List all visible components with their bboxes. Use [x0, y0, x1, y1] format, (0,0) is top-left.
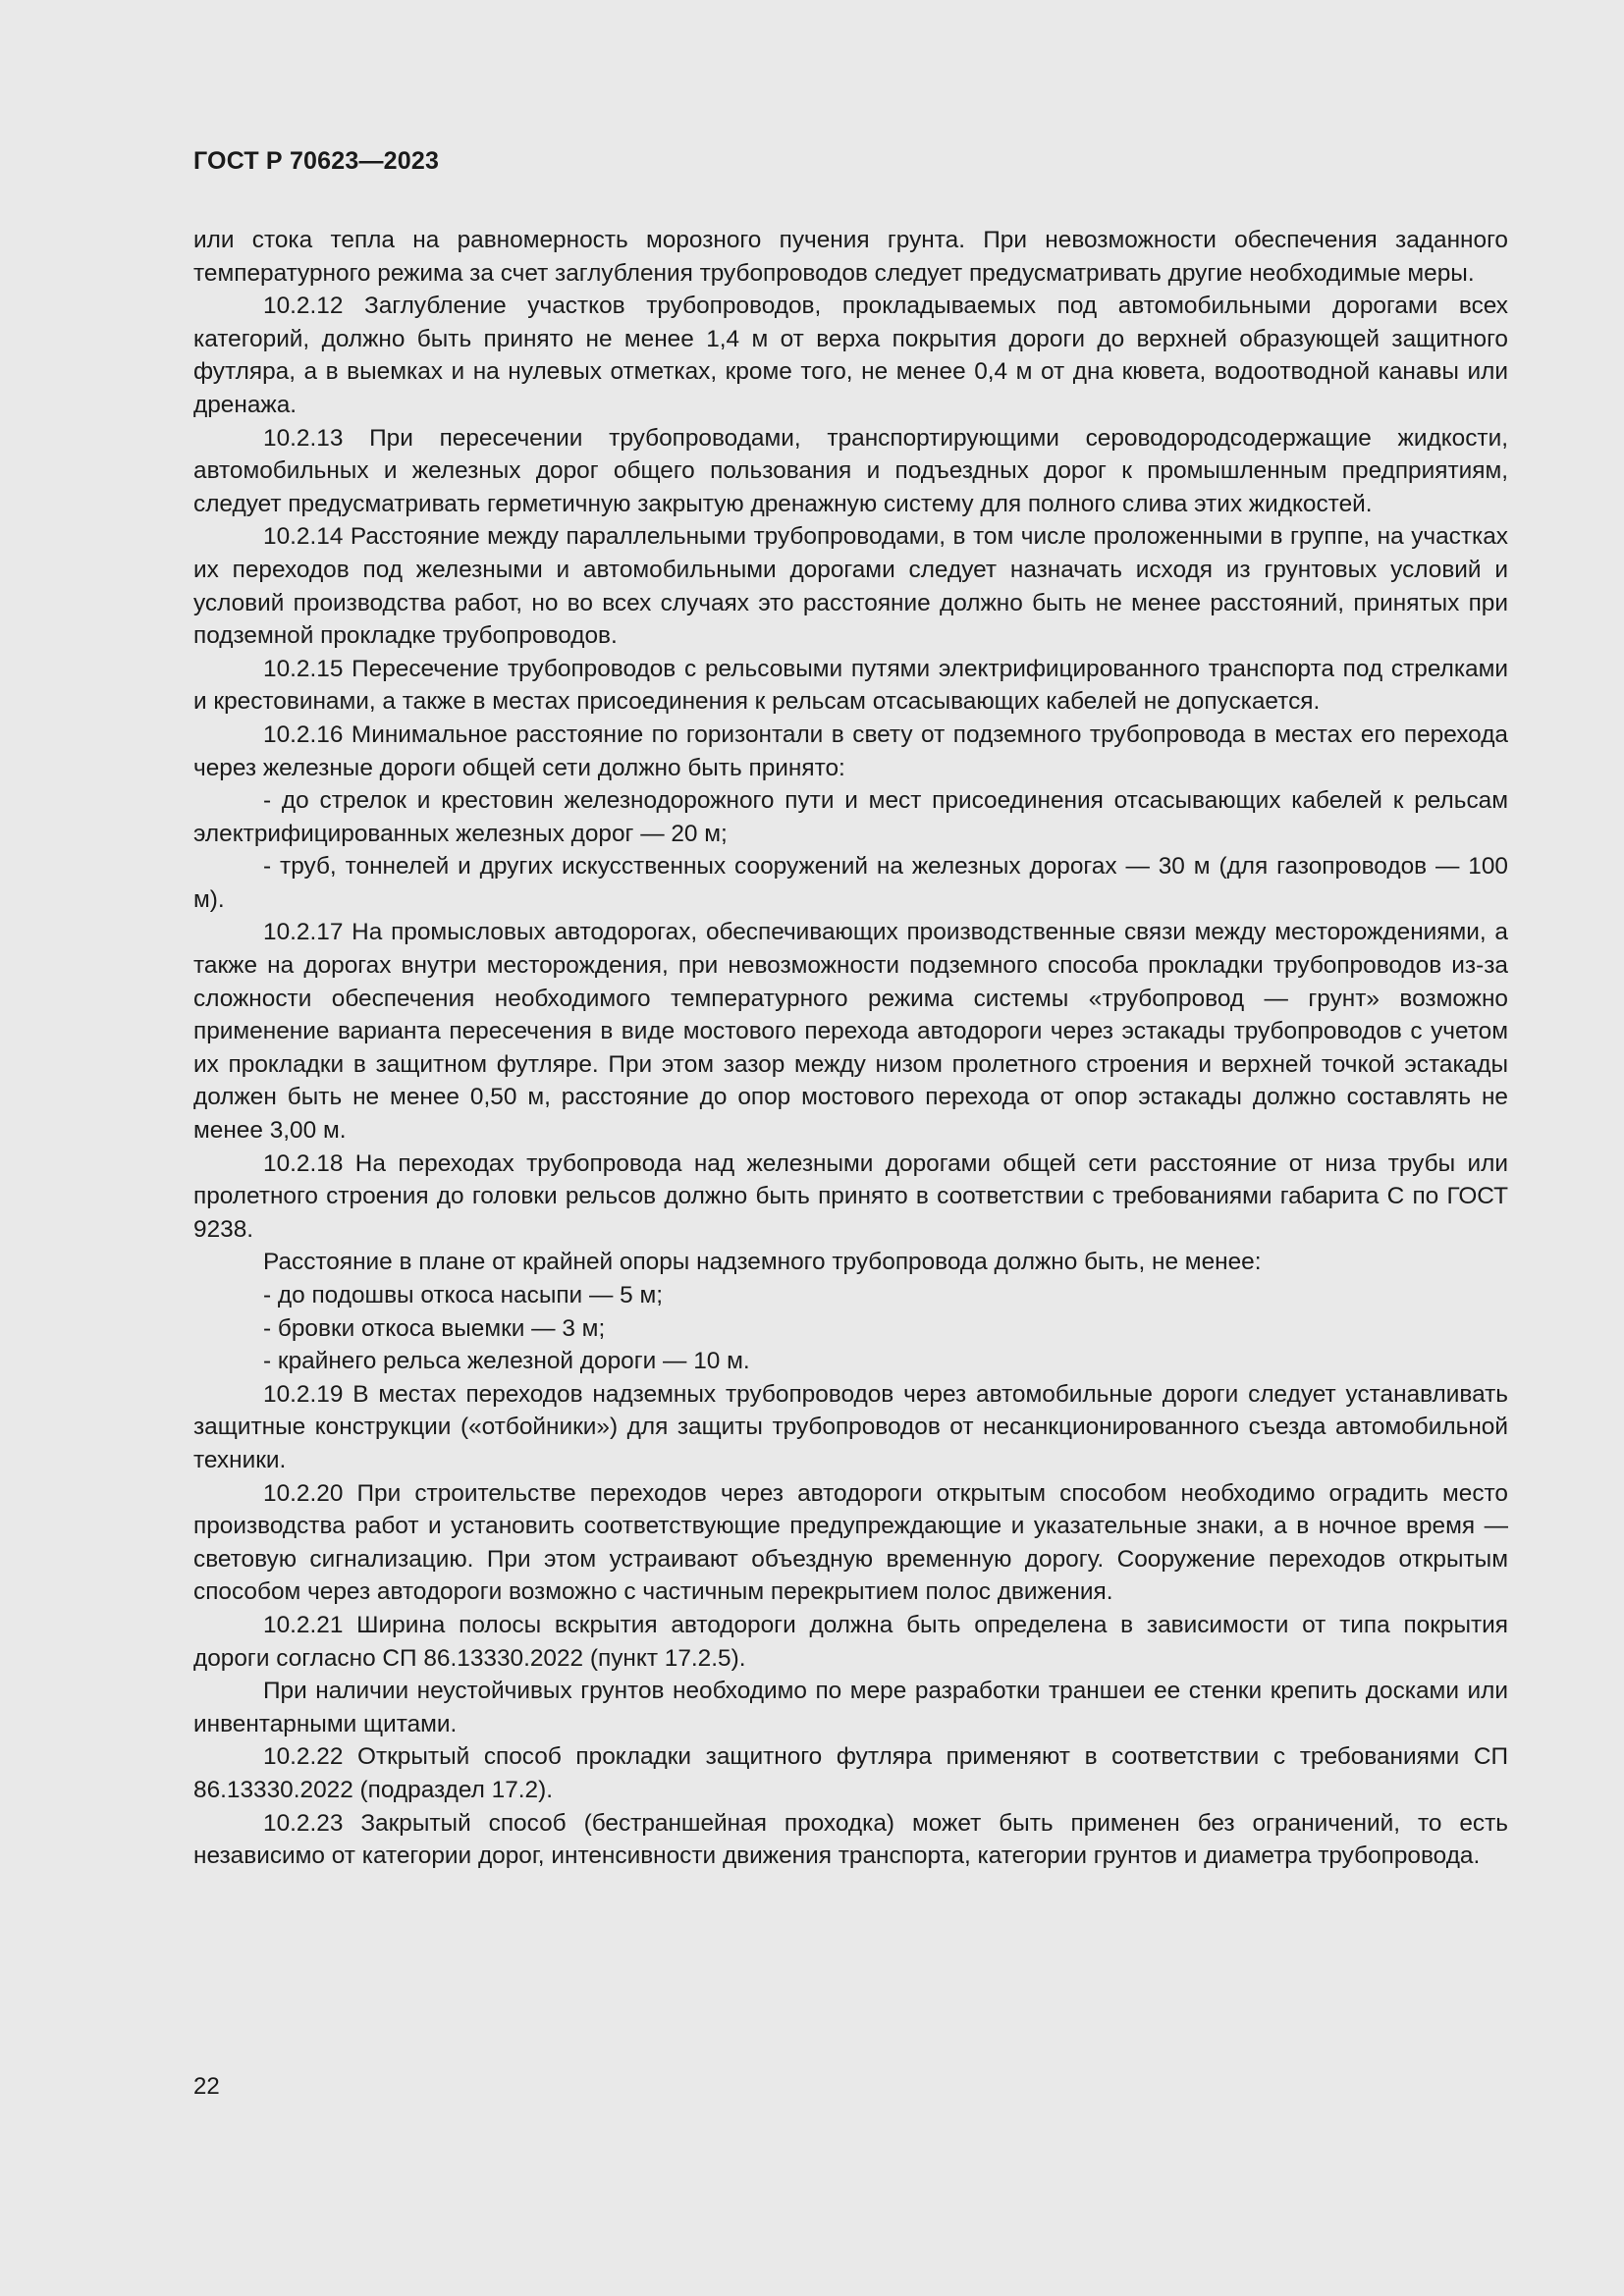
list-item: - труб, тоннелей и других искусственных сооружений на железных дорогах — 30 м (для газопроводов — 100 м).	[193, 853, 1508, 913]
paragraph-continuation: или стока тепла на равномерность морозного пучения грунта. При невозможности обеспечения заданного температурного режима за счет заглубления трубопроводов следует предусматривать другие необходимые меры.	[193, 227, 1508, 287]
list-item: - крайнего рельса железной дороги — 10 м.	[263, 1348, 750, 1375]
list-item: - бровки откоса выемки — 3 м;	[263, 1314, 606, 1342]
clause-10-2-19: 10.2.19 В местах переходов надземных трубопроводов через автомобильные дороги следует устанавливать защитные конструкции («отбойники») для защиты трубопроводов от несанкционированного съезда автомобильной техники.	[193, 1380, 1508, 1473]
clause-10-2-21: 10.2.21 Ширина полосы вскрытия автодороги должна быть определена в зависимости от типа покрытия дороги согласно СП 86.13330.2022 (пункт 17.2.5).	[193, 1611, 1508, 1672]
clause-10-2-22: 10.2.22 Открытый способ прокладки защитного футляра применяют в соответствии с требованиями СП 86.13330.2022 (подраздел 17.2).	[193, 1743, 1508, 1803]
paragraph: При наличии неустойчивых грунтов необходимо по мере разработки траншеи ее стенки крепить досками или инвентарными щитами.	[193, 1678, 1508, 1737]
clause-10-2-12: 10.2.12 Заглубление участков трубопроводов, прокладываемых под автомобильными дорогами всех категорий, должно быть принято не менее 1,4 м от верха покрытия дороги до верхней образующей защитного футляра, а в выемках и на нулевых отметках, кроме того, не менее 0,4 м от дна кювета, водоотводной канавы или дренажа.	[193, 293, 1508, 418]
document-number-header: ГОСТ Р 70623—2023	[193, 147, 440, 175]
list-item: - до стрелок и крестовин железнодорожного пути и мест присоединения отсасывающих кабелей к рельсам электрифицированных железных дорог — 20 м;	[193, 787, 1508, 847]
clause-10-2-15: 10.2.15 Пересечение трубопроводов с рельсовыми путями электрифицированного транспорта под стрелками и крестовинами, а также в местах присоединения к рельсам отсасывающих кабелей не допускается.	[193, 655, 1508, 716]
paragraph: Расстояние в плане от крайней опоры надземного трубопровода должно быть, не менее:	[263, 1249, 1262, 1276]
list-item: - до подошвы откоса насыпи — 5 м;	[263, 1282, 664, 1308]
clause-10-2-13: 10.2.13 При пересечении трубопроводами, транспортирующими сероводородсодержащие жидкости, автомобильных и железных дорог общего пользования и подъездных дорог к промышленным предприятиям, следует предусматривать герметичную закрытую дренажную систему для полного слива этих жидкостей.	[193, 424, 1508, 517]
clause-10-2-14: 10.2.14 Расстояние между параллельными трубопроводами, в том числе проложенными в группе, на участках их переходов под железными и автомобильными дорогами следует назначать исходя из грунтовых условий и условий производства работ, но во всех случаях это расстояние должно быть не менее расстояний, принятых при подземной прокладке трубопроводов.	[193, 523, 1508, 650]
clause-10-2-23: 10.2.23 Закрытый способ (бестраншейная проходка) может быть применен без ограничений, то есть независимо от категории дорог, интенсивности движения транспорта, категории грунтов и диаметра трубопровода.	[193, 1809, 1508, 1870]
page-number: 22	[193, 2073, 220, 2100]
clause-10-2-17: 10.2.17 На промысловых автодорогах, обеспечивающих производственные связи между месторождениями, а также на дорогах внутри месторождения, при невозможности подземного способа прокладки трубопроводов из-за сложности обеспечения необходимого температурного режима системы «трубопровод — грунт» возможно применение варианта пересечения в виде мостового перехода автодороги через эстакады трубопроводов с учетом их прокладки в защитном футляре. При этом зазор между низом пролетного строения и верхней точкой эстакады должен быть не менее 0,50 м, расстояние до опор мостового перехода от опор эстакады должно составлять не менее 3,00 м.	[193, 919, 1508, 1145]
clause-10-2-16: 10.2.16 Минимальное расстояние по горизонтали в свету от подземного трубопровода в местах его перехода через железные дороги общей сети должно быть принято:	[193, 721, 1508, 781]
body-text	[193, 224, 1508, 1873]
clause-10-2-20: 10.2.20 При строительстве переходов через автодороги открытым способом необходимо оградить место производства работ и установить соответствующие предупреждающие и указательные знаки, а в ночное время — световую сигнализацию. При этом устраивают объездную временную дорогу. Сооружение переходов открытым способом через автодороги возможно с частичным перекрытием полос движения.	[193, 1479, 1508, 1606]
clause-10-2-18: 10.2.18 На переходах трубопровода над железными дорогами общей сети расстояние от низа трубы или пролетного строения до головки рельсов должно быть принято в соответствии с требованиями габарита С по ГОСТ 9238.	[193, 1149, 1508, 1243]
